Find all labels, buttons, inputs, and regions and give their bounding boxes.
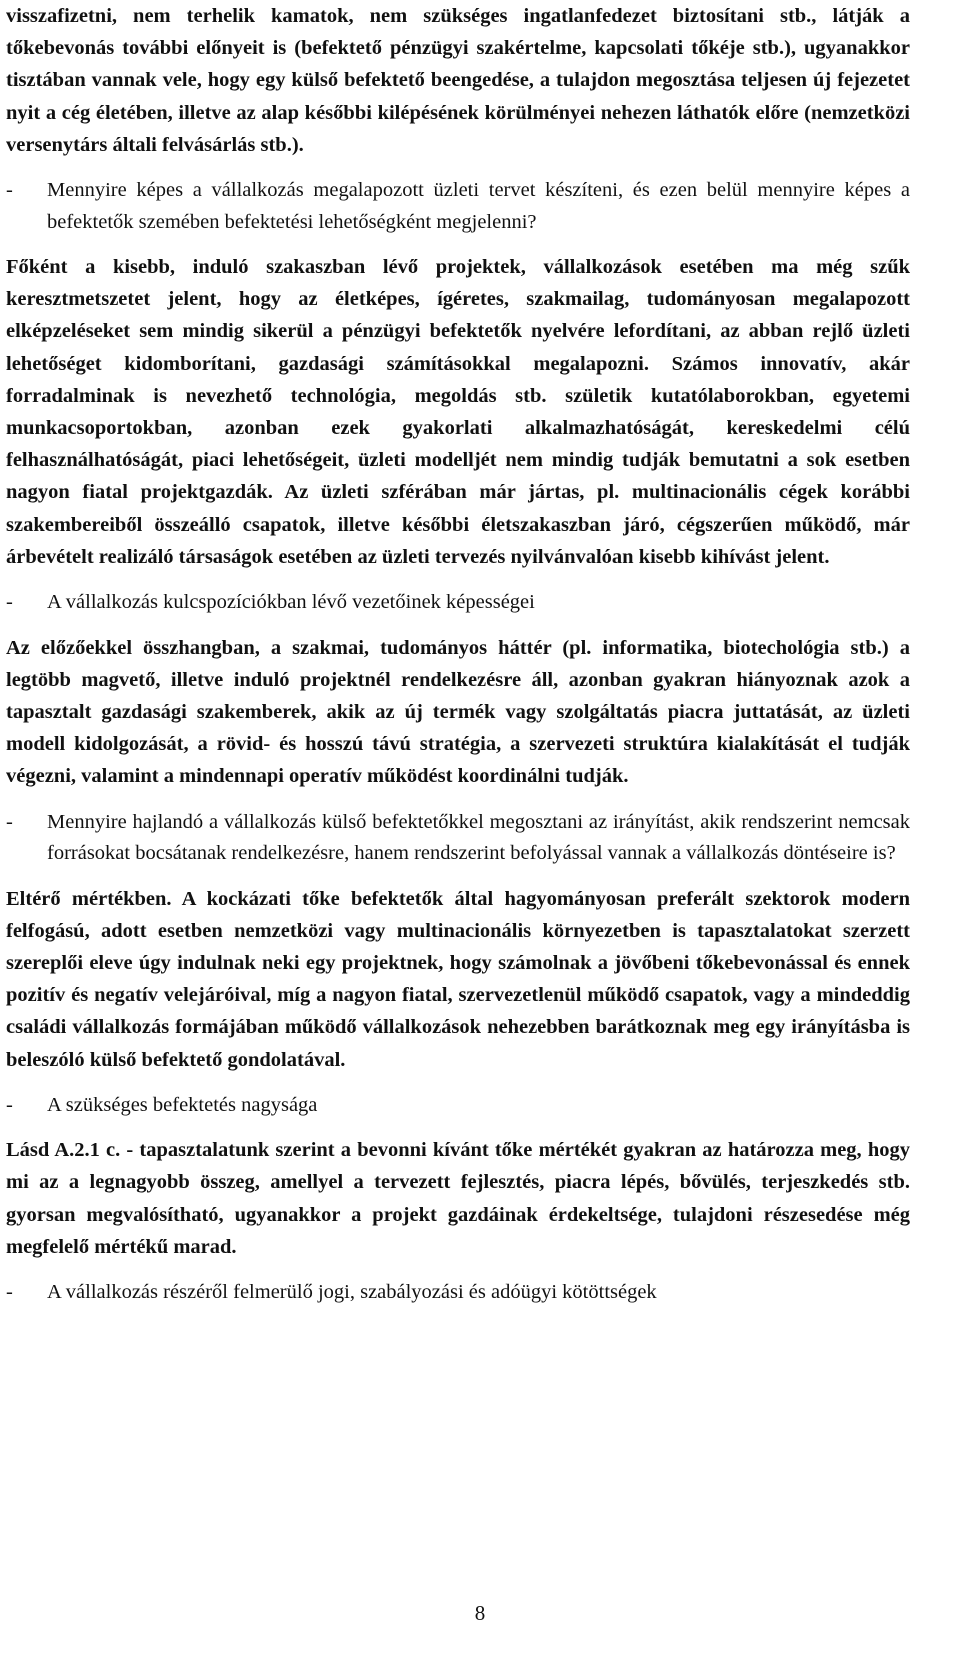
bullet-item — [6, 587, 910, 619]
paragraph: Főként a kisebb, induló szakaszban lévő projektek, vállalkozások esetében ma még szűk keresztmetszetet jelent, hogy az életképes, ígéretes, szakmailag, tudományosan megalapozott elképzeléseket sem mindig sikerül a pénzügyi befektetők nyelvére lefordítani, az abban rejlő üzleti lehetőséget kidomborítani, gazdasági számításokkal megalapozni. Számos innovatív, akár forradalminak is nevezhető technológia, megoldás stb. születik kutatólaborokban, egyetemi munkacsoportokban, azonban ezek gyakorlati alkalmazhatóságát, kereskedelmi célú felhasználhatóságát, piaci lehetőségeit, üzleti modelljét nem mindig tudják bemutatni a sok esetben nagyon fiatal projektgazdák. Az üzleti szférában már jártas, pl. multinacionális cégek korábbi szakembereiből összeálló csapatok, illetve későbbi életszakaszban járó, cégszerűen működő, már árbevételt realizáló társaságok esetében az üzleti tervezés nyilvánvalóan kisebb kihívást jelent. — [6, 256, 910, 568]
bullet-text: Mennyire hajlandó a vállalkozás külső befektetőkkel megosztani az irányítást, akik rendszerint nemcsak forrásokat bocsátanak rendelkezésre, hanem rendszerint befolyással vannak a vállalkozás döntéseire is? — [47, 810, 910, 865]
bullet-text: Mennyire képes a vállalkozás megalapozott üzleti tervet készíteni, és ezen belül mennyire képes a befektetők szemében befektetési lehetőségként megjelenni? — [47, 179, 910, 233]
bullet-item — [6, 1277, 910, 1309]
bullet-text: A vállalkozás részéről felmerülő jogi, szabályozási és adóügyi kötöttségek — [47, 1281, 657, 1304]
page-number: 8 — [474, 1601, 486, 1625]
paragraph: visszafizetni, nem terhelik kamatok, nem szükséges ingatlanfedezet biztosítani stb., látják a tőkebevonás további előnyeit is (befektető pénzügyi szakértelme, kapcsolati tőkéje stb.), ugyanakkor tisztában vannak vele, hogy egy külső befektető beengedése, a tulajdon megosztása teljesen új fejezetet nyit a cég életében, illetve az alap későbbi kilépésének körülményei nehezen láthatók előre (nemzetközi versenytárs általi felvásárlás stb.). — [6, 5, 910, 156]
bullet-item — [6, 175, 910, 238]
bullet-item — [6, 807, 910, 870]
paragraph: Lásd A.2.1 c. - tapasztalatunk szerint a bevonni kívánt tőke mértékét gyakran az határozza meg, hogy mi az a legnagyobb összeg, amellyel a tervezett fejlesztés, piacra lépés, bővülés, terjeszkedés stb. gyorsan megvalósítható, ugyanakkor a projekt gazdáinak érdekeltsége, tulajdoni részesedése még megfelelő mértékű marad. — [6, 1139, 910, 1258]
bullet-item — [6, 1090, 910, 1122]
paragraph: Eltérő mértékben. A kockázati tőke befektetők által hagyományosan preferált szektorok modern felfogású, adott esetben nemzetközi vagy multinacionális környezetben is tapasztalatokat szerzett szereplői eleve úgy indulnak neki egy projektnek, hogy számolnak a jövőbeni tőkebevonással és ennek pozitív és negatív velejáróival, míg a nagyon fiatal, szervezetlenül működő csapatok, vagy a mindeddig családi vállalkozás formájában működő vállalkozások nehezebben barátkoznak meg egy irányításba is beleszóló külső befektető gondolatával. — [6, 887, 910, 1071]
bullet-dash: - — [6, 179, 13, 202]
bullet-text: A szükséges befektetés nagysága — [47, 1093, 318, 1116]
bullet-dash: - — [6, 591, 13, 614]
bullet-dash: - — [6, 1093, 13, 1116]
bullet-text: A vállalkozás kulcspozíciókban lévő vezetőinek képességei — [47, 591, 535, 614]
bullet-dash: - — [6, 1281, 13, 1304]
paragraph: Az előzőekkel összhangban, a szakmai, tudományos háttér (pl. informatika, biotechológia stb.) a legtöbb magvető, illetve induló projektnél rendelkezésre áll, azonban gyakran hiányoznak azok a tapasztalt gazdasági szakemberek, akik az új termék vagy szolgáltatás piacra juttatását, az üzleti modell kidolgozását, a rövid- és hosszú távú stratégia, a szervezeti struktúra kialakítását el tudják végezni, valamint a mindennapi operatív működést koordinálni tudják. — [6, 636, 910, 788]
bullet-dash: - — [6, 810, 13, 833]
